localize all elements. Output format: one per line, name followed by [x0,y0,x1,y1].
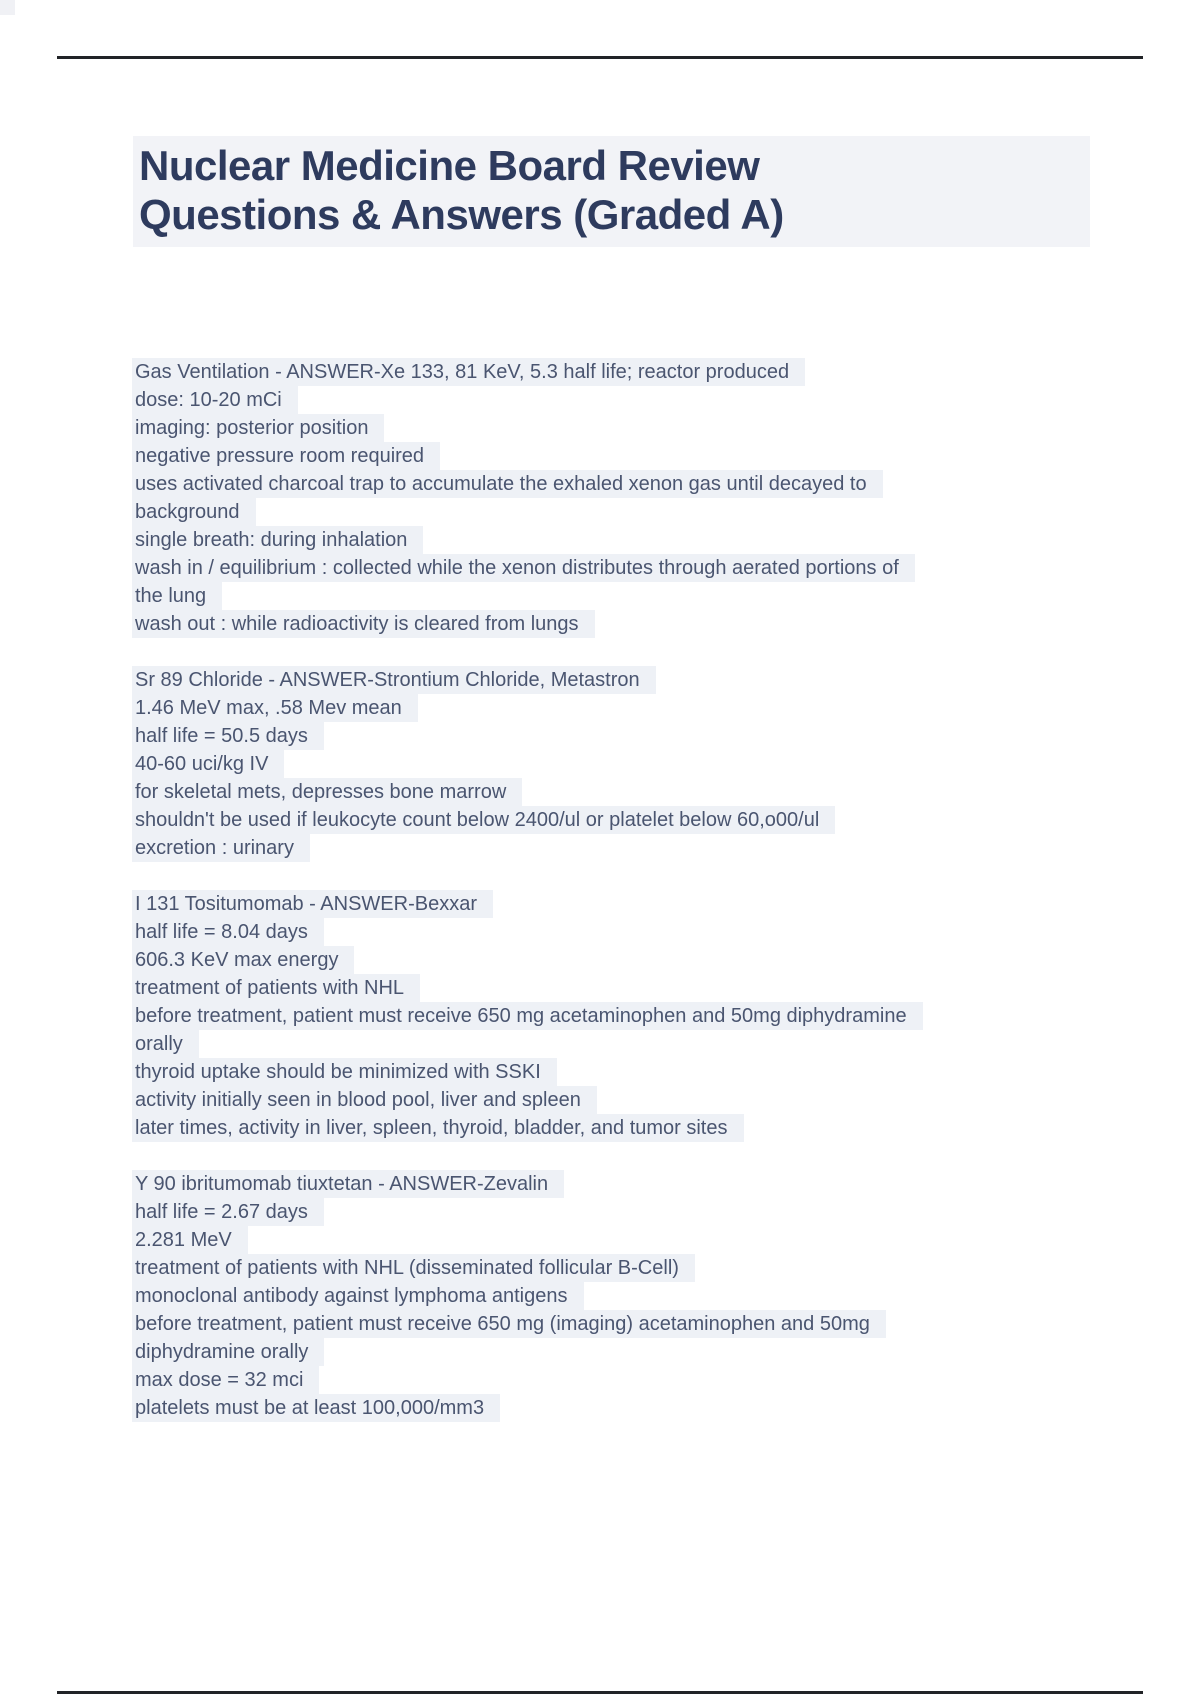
text-line [135,1170,1035,1198]
highlighted-text: wash out : while radioactivity is cleared from lungs [132,610,595,638]
highlighted-text: diphydramine orally [132,1338,324,1366]
text-line [135,1198,1035,1226]
highlighted-text: treatment of patients with NHL [132,974,420,1002]
text-line [135,890,1035,918]
highlighted-text: wash in / equilibrium : collected while the xenon distributes through aerated portions of [132,554,915,582]
text-line [135,694,1035,722]
text-line [135,918,1035,946]
text-line [135,778,1035,806]
highlighted-text: half life = 8.04 days [132,918,324,946]
highlighted-text: before treatment, patient must receive 650 mg acetaminophen and 50mg diphydramine [132,1002,923,1030]
highlighted-text: for skeletal mets, depresses bone marrow [132,778,522,806]
highlighted-text: monoclonal antibody against lymphoma antigens [132,1282,584,1310]
top-horizontal-rule [57,56,1143,59]
highlighted-text: treatment of patients with NHL (disseminated follicular B-Cell) [132,1254,695,1282]
highlighted-text: max dose = 32 mci [132,1366,319,1394]
text-line [135,470,1035,498]
text-line [135,414,1035,442]
text-line [135,1226,1035,1254]
highlighted-text: half life = 2.67 days [132,1198,324,1226]
highlighted-text: 1.46 MeV max, .58 Mev mean [132,694,418,722]
text-line [135,610,1035,638]
text-line [135,1394,1035,1422]
text-line [135,582,1035,610]
highlighted-text: I 131 Tositumomab - ANSWER-Bexxar [132,890,493,918]
text-line [135,1002,1035,1030]
qa-paragraph [135,666,1035,862]
highlighted-text: Y 90 ibritumomab tiuxtetan - ANSWER-Zevalin [132,1170,564,1198]
document-title-line-2: Questions & Answers (Graded A) [139,191,784,238]
page-corner-mark [0,0,15,15]
highlighted-text: the lung [132,582,222,610]
highlighted-text: 2.281 MeV [132,1226,248,1254]
text-line [135,526,1035,554]
text-line [135,834,1035,862]
text-line [135,442,1035,470]
highlighted-text: Sr 89 Chloride - ANSWER-Strontium Chloride, Metastron [132,666,656,694]
text-line [135,1086,1035,1114]
highlighted-text: imaging: posterior position [132,414,384,442]
document-title [133,136,1090,247]
highlighted-text: Gas Ventilation - ANSWER-Xe 133, 81 KeV, 5.3 half life; reactor produced [132,358,805,386]
highlighted-text: before treatment, patient must receive 650 mg (imaging) acetaminophen and 50mg [132,1310,886,1338]
text-line [135,1282,1035,1310]
highlighted-text: dose: 10-20 mCi [132,386,298,414]
highlighted-text: activity initially seen in blood pool, liver and spleen [132,1086,597,1114]
text-line [135,1310,1035,1338]
document-title-line-1: Nuclear Medicine Board Review [139,142,760,189]
highlighted-text: uses activated charcoal trap to accumulate the exhaled xenon gas until decayed to [132,470,883,498]
highlighted-text: negative pressure room required [132,442,440,470]
text-line [135,806,1035,834]
document-body [135,358,1035,1450]
text-line [135,722,1035,750]
highlighted-text: later times, activity in liver, spleen, thyroid, bladder, and tumor sites [132,1114,744,1142]
qa-paragraph [135,1170,1035,1422]
text-line [135,1254,1035,1282]
qa-paragraph [135,358,1035,638]
text-line [135,1338,1035,1366]
text-line [135,358,1035,386]
highlighted-text: 40-60 uci/kg IV [132,750,284,778]
text-line [135,974,1035,1002]
highlighted-text: shouldn't be used if leukocyte count below 2400/ul or platelet below 60,o00/ul [132,806,835,834]
highlighted-text: background [132,498,256,526]
text-line [135,946,1035,974]
text-line [135,750,1035,778]
text-line [135,1030,1035,1058]
highlighted-text: platelets must be at least 100,000/mm3 [132,1394,500,1422]
text-line [135,1114,1035,1142]
highlighted-text: excretion : urinary [132,834,310,862]
highlighted-text: thyroid uptake should be minimized with SSKI [132,1058,557,1086]
text-line [135,1058,1035,1086]
highlighted-text: half life = 50.5 days [132,722,324,750]
highlighted-text: single breath: during inhalation [132,526,423,554]
text-line [135,554,1035,582]
text-line [135,498,1035,526]
text-line [135,386,1035,414]
text-line [135,666,1035,694]
bottom-horizontal-rule [57,1691,1143,1694]
highlighted-text: orally [132,1030,199,1058]
qa-paragraph [135,890,1035,1142]
highlighted-text: 606.3 KeV max energy [132,946,354,974]
text-line [135,1366,1035,1394]
